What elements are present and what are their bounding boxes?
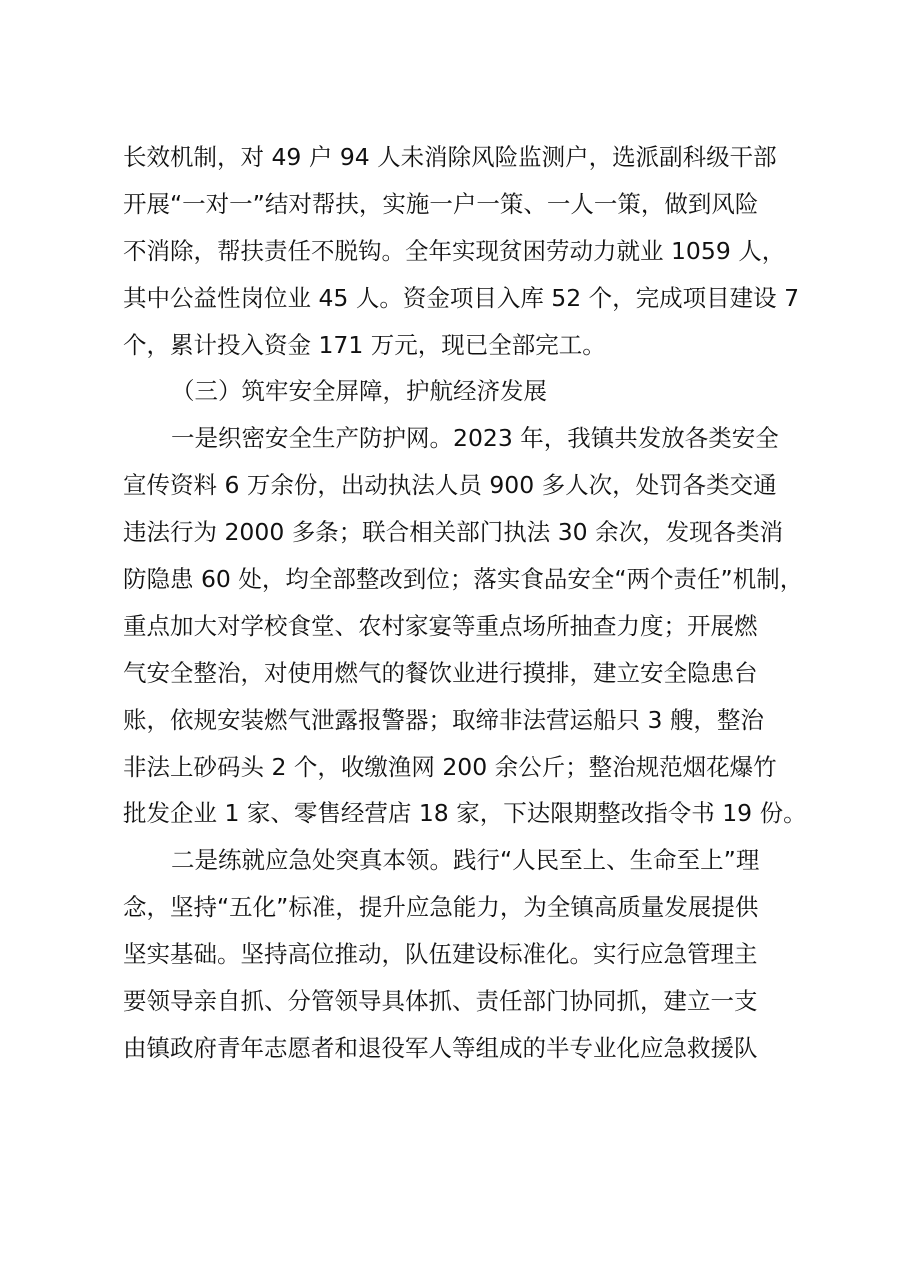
- text-line-9: 违法行为 2000 多条；联合相关部门执法 30 余次，发现各类消: [123, 518, 784, 547]
- text-line-4: 其中公益性岗位业 45 人。资金项目入库 52 个，完成项目建设 7: [123, 283, 800, 312]
- text-line-12: 气安全整治，对使用燃气的餐饮业进行摸排，建立安全隐患台: [123, 658, 758, 687]
- paragraph-start-line: 一是织密安全生产防护网。2023 年，我镇共发放各类安全: [171, 424, 779, 453]
- text-line-3: 不消除，帮扶责任不脱钩。全年实现贫困劳动力就业 1059 人，: [123, 236, 786, 265]
- document-body: [123, 134, 813, 1072]
- text-line-8: 宣传资料 6 万余份，出动执法人员 900 多人次，处罚各类交通: [123, 471, 777, 500]
- text-line-17: 念，坚持“五化”标准，提升应急能力，为全镇高质量发展提供: [123, 893, 759, 922]
- text-line-2: 开展“一对一”结对帮扶，实施一户一策、一人一策，做到风险: [123, 189, 759, 218]
- text-line-18: 坚实基础。坚持高位推动，队伍建设标准化。实行应急管理主: [123, 940, 758, 969]
- text-line-20: 由镇政府青年志愿者和退役军人等组成的半专业化应急救援队: [123, 1033, 758, 1062]
- paragraph-start-line: 二是练就应急处突真本领。践行“人民至上、生命至上”理: [171, 846, 760, 875]
- text-line-10: 防隐患 60 处，均全部整改到位；落实食品安全“两个责任”机制，: [123, 565, 804, 594]
- text-line-14: 非法上砂码头 2 个，收缴渔网 200 余公斤；整治规范烟花爆竹: [123, 752, 777, 781]
- text-line-19: 要领导亲自抓、分管领导具体抓、责任部门协同抓，建立一支: [123, 987, 758, 1016]
- section-heading: （三）筑牢安全屏障，护航经济发展: [171, 377, 547, 406]
- text-line-15: 批发企业 1 家、零售经营店 18 家，下达限期整改指令书 19 份。: [123, 799, 807, 828]
- text-line-13: 账，依规安装燃气泄露报警器；取缔非法营运船只 3 艘，整治: [123, 705, 764, 734]
- text-line-11: 重点加大对学校食堂、农村家宴等重点场所抽查力度；开展燃: [123, 611, 758, 640]
- text-line-1: 长效机制，对 49 户 94 人未消除风险监测户，选派副科级干部: [123, 143, 777, 171]
- text-line-5: 个，累计投入资金 171 万元，现已全部完工。: [123, 330, 606, 359]
